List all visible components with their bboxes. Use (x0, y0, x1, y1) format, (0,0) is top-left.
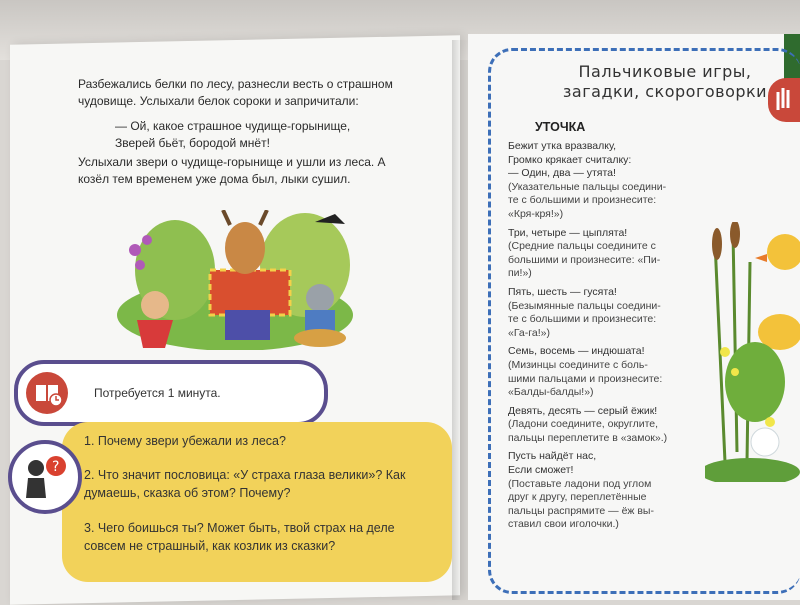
rhyme-line: Семь, восемь — индюшата! (508, 345, 645, 358)
story-paragraph-1: Разбежались белки по лесу, разнесли весть о страшном чудовище. Услыхали белок сороки и запричитали: (78, 77, 393, 108)
rhyme-line: (Указательные пальцы соедини- (508, 180, 667, 193)
rhyme-line: (Безымянные пальцы соедини- (508, 299, 661, 312)
child-question-icon (8, 440, 82, 514)
rhyme-line: пи!») (508, 267, 532, 280)
quote-line-2: Зверей бьёт, бородой мнёт! (115, 136, 270, 150)
story-quote (115, 118, 415, 152)
rhyme-line: «Кря-кря!») (508, 207, 564, 220)
rhyme-line: Пять, шесть — гусята! (508, 285, 617, 298)
question-3: 3. Чего боишься ты? Может быть, твой страх на деле совсем не страшный, как козлик из сказки? (84, 521, 395, 553)
rhyme-line: (Ладони соедините, округлите, (508, 418, 659, 431)
rhyme-line: пальцы переплетите в «замок».) (508, 431, 668, 444)
duckling-illustration (705, 222, 800, 482)
rhyme-line: (Средние пальцы соедините с (508, 240, 656, 253)
rhyme-text (508, 140, 718, 532)
rhyme-line: ставил свои иголочки.) (508, 518, 619, 531)
page-title (550, 62, 780, 102)
time-required-text: Потребуется 1 минута. (94, 386, 221, 400)
rhyme-line: друг к другу, переплетённые (508, 491, 647, 504)
rhyme-line: Бежит утка вразвалку, (508, 140, 617, 152)
rhyme-line: Громко крякает считалку: (508, 153, 632, 166)
title-line-1: Пальчиковые игры, (578, 62, 752, 81)
quote-line-1: — Ой, какое страшное чудище-горынище, (115, 119, 351, 133)
question-1: 1. Почему звери убежали из леса? (84, 434, 286, 448)
rhyme-line: те с большими и произнесите: (508, 313, 657, 326)
rhyme-line: — Один, два — утята! (508, 167, 616, 180)
title-line-2: загадки, скороговорки (562, 82, 768, 101)
question-2: 2. Что значит пословица: «У страха глаза велики»? Как думаешь, сказка об этом? Почему? (84, 468, 406, 500)
rhyme-line: Пусть найдёт нас, (508, 450, 597, 463)
rhyme-line: шими пальцами и произнесите: (508, 372, 663, 385)
goat-accordion-illustration (115, 210, 355, 350)
section-title: УТОЧКА (535, 120, 586, 134)
svg-text:?: ? (52, 459, 60, 475)
rhyme-line: «Балды-балды!») (508, 386, 594, 399)
rhyme-line: Девять, десять — серый ёжик! (508, 404, 658, 417)
rhyme-line: «Га-га!») (508, 326, 550, 339)
rhyme-line: Три, четыре — цыплята! (508, 226, 628, 239)
hand-icon (768, 78, 800, 122)
rhyme-line: (Мизинцы соедините с боль- (508, 358, 648, 371)
rhyme-line: (Поставьте ладони под углом (508, 477, 652, 490)
rhyme-line: пальцы распрямите — ёж вы- (508, 504, 654, 517)
rhyme-line: те с большими и произнесите: (508, 194, 657, 207)
rhyme-line: большими и произнесите: «Пи- (508, 253, 661, 266)
time-required-box (14, 360, 328, 426)
story-paragraph-2: Услыхали звери о чудище-горынище и ушли из леса. А козёл тем временем уже дома был, лыки сушил. (78, 155, 386, 186)
rhyme-line: Если сможет! (508, 464, 574, 477)
book-clock-icon (26, 372, 68, 414)
